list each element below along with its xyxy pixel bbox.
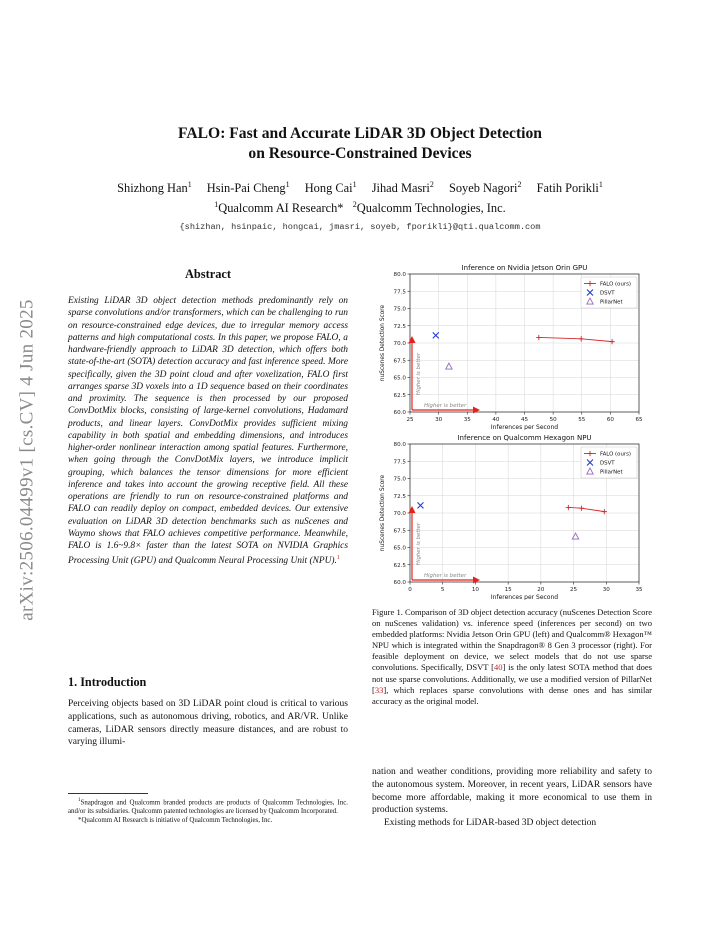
- x-tick-label: 20: [537, 587, 545, 593]
- y-tick-label: 80.0: [393, 442, 406, 448]
- y-tick-label: 77.5: [393, 459, 406, 466]
- y-tick-label: 62.5: [393, 392, 406, 399]
- chart-jetson-orin-svg: [372, 262, 652, 430]
- data-point-falo-ours: [566, 505, 571, 510]
- y-axis-label: nuScenes Detection Score: [380, 304, 386, 382]
- y-tick-label: 62.5: [393, 562, 406, 569]
- author: Soyeb Nagori$^2$: [448, 180, 522, 196]
- x-tick-label: 30: [602, 587, 610, 593]
- chart-jetson-orin: [372, 262, 652, 430]
- x-tick-label: 50: [549, 417, 557, 423]
- citation-link[interactable]: 33: [374, 684, 384, 695]
- x-tick-label: 35: [463, 417, 471, 423]
- data-point-dsvt: [417, 502, 423, 508]
- x-tick-label: 0: [408, 587, 412, 593]
- x-tick-label: 60: [606, 417, 614, 423]
- footnote-2: *Qualcomm AI Research is initiative of Qualcomm Technologies, Inc.: [78, 816, 273, 824]
- x-tick-label: 55: [578, 417, 586, 423]
- intro-paragraph-right: [372, 766, 652, 830]
- y-tick-label: 70.0: [393, 511, 406, 517]
- x-tick-label: 65: [635, 417, 643, 423]
- y-better-label: Higher is better: [416, 522, 422, 566]
- y-better-label: Higher is better: [416, 352, 422, 396]
- intro-right-p1: nation and weather conditions, providing more reliability and safety to the autonomous system. Moreover, in recent years, LiDAR sensors have become more affordable, making it more economical to use them in production systems.: [372, 767, 652, 816]
- title-line-2: on Resource-Constrained Devices: [248, 145, 472, 162]
- title-line-1: FALO: Fast and Accurate LiDAR 3D Object Detection: [178, 125, 542, 142]
- author: Hong Cai$^1$: [304, 180, 357, 196]
- y-tick-label: 65.0: [393, 545, 406, 552]
- x-tick-label: 30: [435, 417, 443, 423]
- x-tick-label: 40: [492, 417, 500, 423]
- footnote-link[interactable]: 1: [336, 555, 340, 562]
- author: Jihad Masri$^2$: [371, 180, 434, 196]
- citation-link[interactable]: 40: [493, 662, 503, 673]
- legend-label: DSVT: [600, 460, 615, 467]
- data-point-falo-ours: [536, 335, 541, 340]
- footnote-divider: [68, 793, 148, 794]
- data-point-pillarnet: [446, 363, 452, 369]
- y-better-arrowhead: [409, 336, 416, 343]
- y-tick-label: 72.5: [393, 323, 406, 330]
- y-tick-label: 75.0: [393, 476, 406, 483]
- data-point-falo-ours: [579, 506, 584, 511]
- x-better-label: Higher is better: [424, 403, 467, 409]
- y-tick-label: 77.5: [393, 289, 406, 296]
- y-tick-label: 67.5: [393, 358, 406, 365]
- data-point-pillarnet: [572, 533, 578, 539]
- y-axis-label: nuScenes Detection Score: [380, 474, 386, 552]
- legend-label: FALO (ours): [600, 451, 632, 458]
- y-tick-label: 80.0: [393, 272, 406, 278]
- chart-hexagon-npu: [372, 432, 652, 600]
- y-tick-label: 60.0: [393, 580, 406, 586]
- y-tick-label: 70.0: [393, 341, 406, 347]
- author-list: [60, 180, 660, 196]
- x-tick-label: 25: [406, 417, 414, 423]
- author-emails: {shizhan, hsinpaic, hongcai, jmasri, soyeb, fporikli}@qti.qualcomm.com: [179, 222, 541, 232]
- figure-1-caption: Figure 1. Comparison of 3D object detection accuracy (nuScenes Detection Score on nuScenes validation) vs. inference speed (inferences per second) on two embedded platforms: Nvidia Jetson Orin GPU (left) and Qualcomm® Hexagon™ NPU which is integrated within the Snapdragon® 8 Gen 3 processor (right). For feasible deployment on device, we select models that do not use sparse convolutions. Specifically, DSVT [40] is the only latest SOTA method that does not use sparse convolutions. Additionally, we use a modified version of PillarNet [33], which replaces sparse convolutions with dense ones and has similar accuracy as the original model.: [372, 607, 652, 706]
- y-tick-label: 60.0: [393, 410, 406, 416]
- chart-title: Inference on Nvidia Jetson Orin GPU: [461, 264, 588, 272]
- y-tick-label: 65.0: [393, 375, 406, 382]
- section-heading-introduction: 1. Introduction: [68, 675, 147, 689]
- intro-paragraph-left: Perceiving objects based on 3D LiDAR point cloud is critical to various applications, such as autonomous driving, robotics, and AR/VR. Unlike cameras, LiDAR sensors directly measure distances, and are robust to varying illumi-: [68, 699, 348, 748]
- x-better-arrowhead: [473, 407, 480, 414]
- legend-label: DSVT: [600, 290, 615, 297]
- legend-label: PillarNet: [600, 469, 623, 476]
- x-tick-label: 5: [440, 587, 445, 593]
- data-point-falo-ours: [579, 336, 584, 341]
- x-tick-label: 10: [471, 587, 479, 593]
- y-tick-label: 75.0: [393, 306, 406, 313]
- author: Hsin-Pai Cheng$^1$: [206, 180, 290, 196]
- x-tick-label: 35: [635, 587, 643, 593]
- legend-label: FALO (ours): [600, 281, 632, 288]
- author: Fatih Porikli$^1$: [536, 180, 603, 196]
- y-tick-label: 72.5: [393, 493, 406, 500]
- y-better-arrowhead: [409, 506, 416, 513]
- intro-right-p2: Existing methods for LiDAR-based 3D object detection: [384, 818, 597, 829]
- legend-label: PillarNet: [600, 299, 623, 306]
- x-tick-label: 45: [520, 417, 529, 423]
- abstract-heading: Abstract: [184, 267, 232, 281]
- chart-title: Inference on Qualcomm Hexagon NPU: [457, 434, 592, 442]
- chart-hexagon-npu-svg: [372, 432, 652, 600]
- x-better-arrowhead: [473, 577, 480, 584]
- affiliations: $^1$Qualcomm AI Research* $^2$Qualcomm Technologies, Inc.: [214, 200, 506, 216]
- footnote-1: $^1$Snapdragon and Qualcomm branded products are products of Qualcomm Technologies, Inc. and/or its subsidiaries. Qualcomm patented technologies are licensed by Qualcomm Incorporated.: [68, 798, 348, 815]
- x-axis-label: Inferences per Second: [490, 594, 559, 600]
- author: Shizhong Han$^1$: [117, 180, 192, 196]
- x-tick-label: 15: [504, 587, 512, 593]
- paper-title: [60, 124, 660, 164]
- data-point-dsvt: [433, 332, 439, 338]
- x-axis-label: Inferences per Second: [490, 424, 559, 430]
- y-tick-label: 67.5: [393, 528, 406, 535]
- x-tick-label: 25: [570, 587, 578, 593]
- series-line-falo-ours: [539, 337, 612, 341]
- arxiv-stamp: arXiv:2506.04499v1 [cs.CV] 4 Jun 2025: [17, 299, 39, 621]
- footnotes: [68, 797, 348, 825]
- x-better-label: Higher is better: [424, 573, 467, 579]
- abstract-body: Existing LiDAR 3D object detection methods predominantly rely on sparse convolutions and/or transformers, which can be challenging to run on resource-constrained edge devices, due to irregular memory access patterns and high computational costs. In this paper, we propose FALO, a hardware-friendly approach to LiDAR 3D detection, which offers both state-of-the-art (SOTA) detection accuracy and fast inference speed. More specifically, given the 3D point cloud and after voxelization, FALO first arranges sparse 3D voxels into a 1D sequence based on their coordinates and proximity. The sequence is then processed by our proposed ConvDotMix blocks, consisting of large-kernel convolutions, Hadamard products, and linear layers. ConvDotMix provides sufficient mixing capability in both spatial and embedding dimensions, and introduces higher-order nonlinear interaction among spatial features. Furthermore, when going through the ConvDotMix layers, we introduce implicit grouping, which balances the tensor dimensions for more efficient inference and takes into account the growing receptive field. All these operations are friendly to run on resource-constrained platforms and FALO can readily deploy on compact, embedded devices. Our extensive evaluation on LiDAR 3D detection benchmarks such as nuScenes and Waymo shows that FALO achieves competitive performance. Meanwhile, FALO is 1.6~9.8× faster than the latest SOTA on NVIDIA Graphics Processing Unit (GPU) and Qualcomm Neural Processing Unit (NPU).$^1$: [68, 296, 348, 567]
